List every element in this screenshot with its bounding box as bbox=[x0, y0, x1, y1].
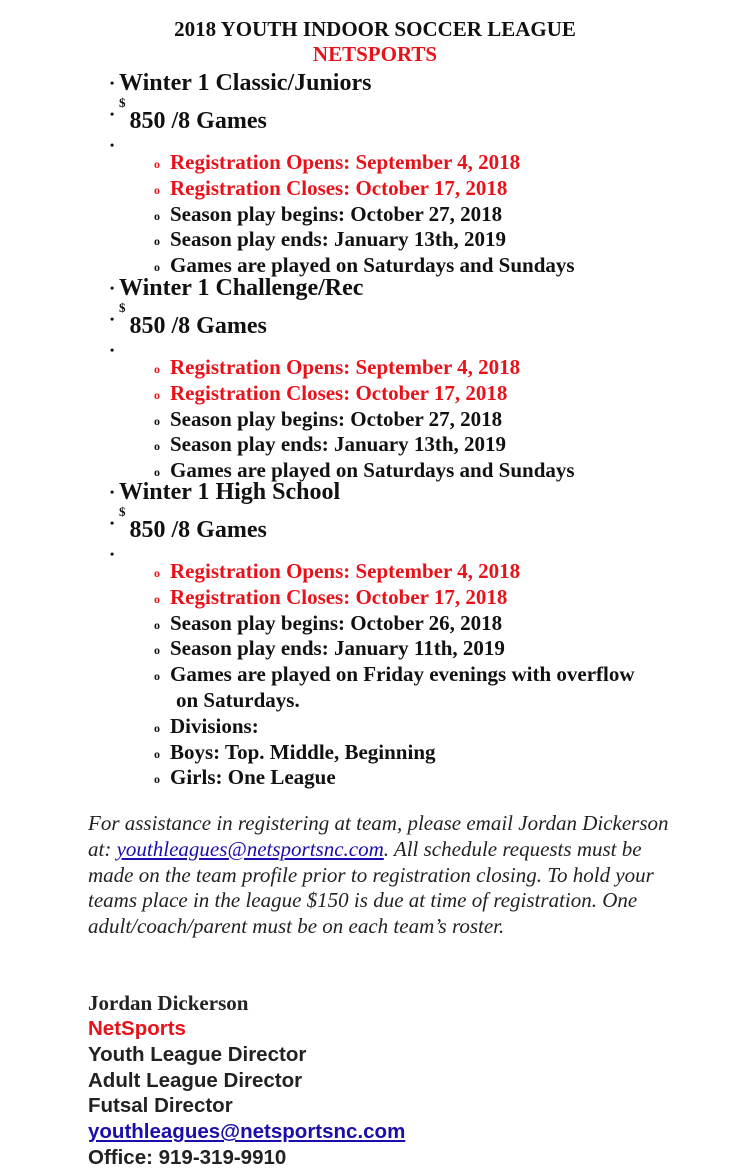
circle-bullet-icon: o bbox=[154, 157, 160, 171]
league-name: Winter 1 High School bbox=[119, 479, 341, 505]
circle-bullet-icon: o bbox=[154, 260, 160, 275]
circle-bullet-icon: o bbox=[154, 362, 160, 376]
email-link[interactable]: youthleagues@netsportsnc.com bbox=[116, 836, 384, 861]
bullet-icon: • bbox=[110, 107, 115, 121]
circle-bullet-icon: o bbox=[154, 643, 160, 658]
circle-bullet-icon: o bbox=[154, 720, 160, 735]
circle-bullet-icon: o bbox=[154, 617, 160, 632]
bullet-icon: • bbox=[110, 138, 115, 152]
league-price: 850 /8 Games bbox=[129, 517, 267, 543]
circle-bullet-icon: o bbox=[154, 465, 160, 480]
circle-bullet-icon: o bbox=[154, 387, 160, 402]
bullet-icon: • bbox=[110, 281, 115, 295]
circle-bullet-icon: o bbox=[154, 439, 160, 454]
signature-email-link[interactable]: youthleagues@netsportsnc.com bbox=[88, 1120, 406, 1144]
signature-company: NetSports bbox=[88, 1017, 186, 1040]
currency-symbol: $ bbox=[119, 504, 126, 519]
currency-symbol: $ bbox=[119, 300, 126, 315]
league-price: 850 /8 Games bbox=[129, 108, 267, 134]
circle-bullet-icon: o bbox=[154, 591, 160, 606]
bullet-icon: • bbox=[110, 485, 115, 499]
league-name: Winter 1 Challenge/Rec bbox=[119, 275, 364, 301]
bullet-icon: • bbox=[110, 76, 115, 90]
circle-bullet-icon: o bbox=[154, 234, 160, 249]
bullet-icon: • bbox=[110, 547, 115, 561]
circle-bullet-icon: o bbox=[154, 669, 160, 684]
signature-name: Jordan Dickerson bbox=[88, 991, 249, 1015]
league-price: 850 /8 Games bbox=[129, 313, 267, 339]
circle-bullet-icon: o bbox=[154, 772, 160, 787]
assistance-paragraph: For assistance in registering at team, please email Jordan Dickerson at: youthleagues@netsportsnc.com. All schedule requests must be made on the team profile prior to registration closing. To hold your teams place in the league $150 is due at time of registration. One adult/coach/parent must be on each team’s roster. bbox=[88, 811, 669, 939]
signature-title: Futsal Director bbox=[88, 1094, 233, 1118]
signature-office-phone: Office: 919-319-9910 bbox=[88, 1145, 287, 1169]
signature-title: Adult League Director bbox=[88, 1068, 303, 1092]
bullet-icon: • bbox=[110, 343, 115, 357]
circle-bullet-icon: o bbox=[154, 746, 160, 761]
signature-block bbox=[88, 990, 405, 1171]
circle-bullet-icon: o bbox=[154, 182, 160, 197]
bullet-icon: • bbox=[110, 516, 115, 530]
page-title: 2018 YOUTH INDOOR SOCCER LEAGUE bbox=[174, 17, 576, 41]
bullet-icon: • bbox=[110, 312, 115, 326]
currency-symbol: $ bbox=[119, 95, 126, 110]
circle-bullet-icon: o bbox=[154, 208, 160, 223]
circle-bullet-icon: o bbox=[154, 566, 160, 580]
signature-title: Youth League Director bbox=[88, 1042, 307, 1066]
org-name: NETSPORTS bbox=[312, 42, 438, 66]
league-name: Winter 1 Classic/Juniors bbox=[119, 70, 372, 96]
circle-bullet-icon: o bbox=[154, 413, 160, 428]
